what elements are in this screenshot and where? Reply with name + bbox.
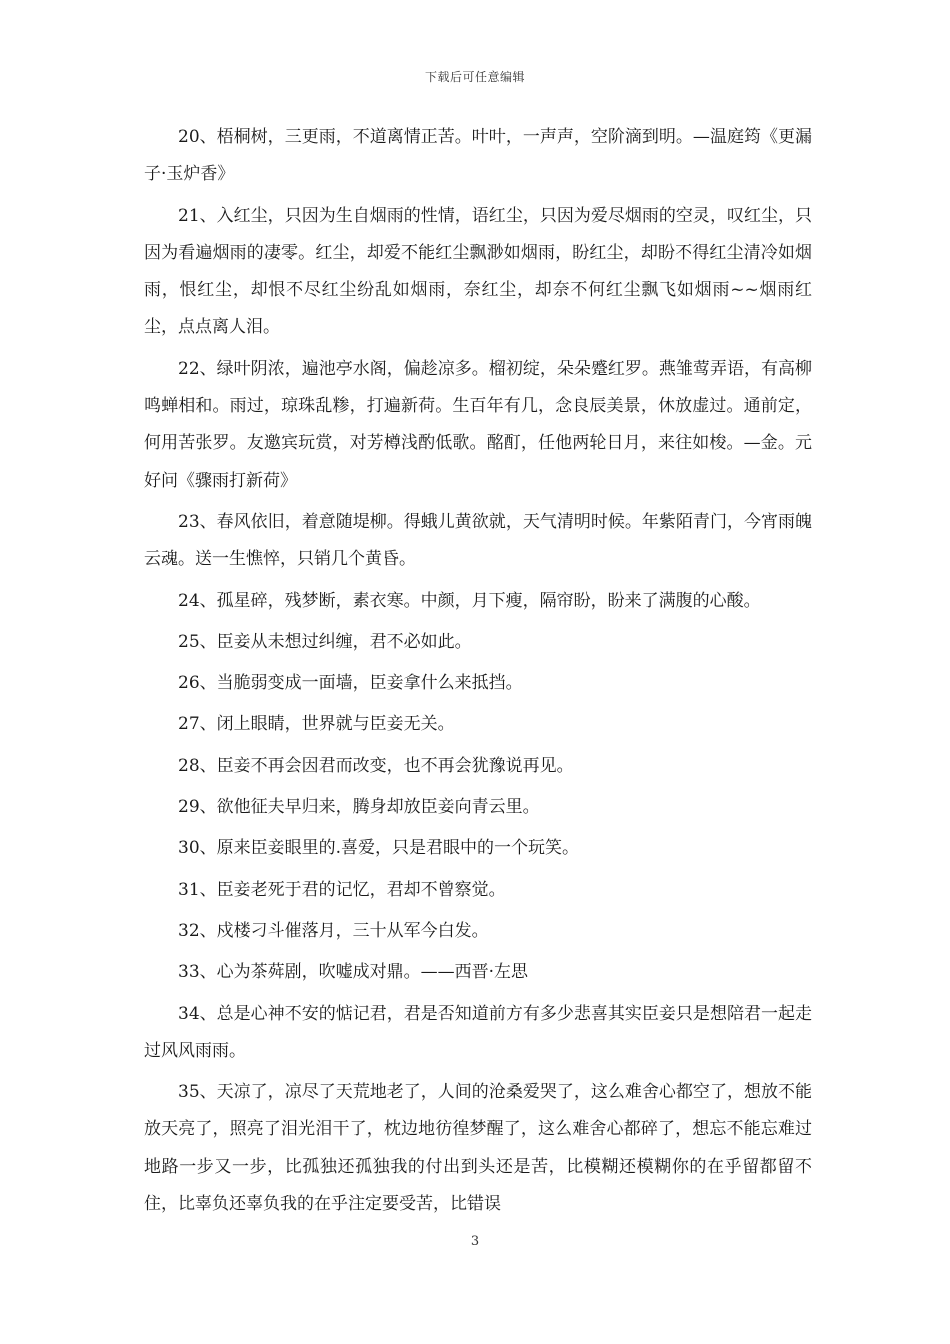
paragraph-27: 27、闭上眼睛，世界就与臣妾无关。 <box>178 714 455 735</box>
paragraph-20: 20、梧桐树，三更雨，不道离情正苦。叶叶，一声声，空阶滴到明。—温庭筠《更漏子·玉炉香》 <box>144 127 812 185</box>
paragraph-23: 23、春风依旧，着意随堤柳。得蛾儿黄欲就，天气清明时候。年紫陌青门，今宵雨魄云魂。送一生憔悴，只销几个黄昏。 <box>144 511 812 570</box>
paragraph-28: 28、臣妾不再会因君而改变，也不再会犹豫说再见。 <box>178 755 574 776</box>
paragraph-26: 26、当脆弱变成一面墙，臣妾拿什么来抵挡。 <box>178 673 523 694</box>
paragraph-35: 35、天凉了，凉尽了天荒地老了，人间的沧桑爱哭了，这么难舍心都空了，想放不能放天亮了，照亮了泪光泪干了，枕边地彷徨梦醒了，这么难舍心都碎了，想忘不能忘难过地路一步又一步，比孤独还孤独我的付出到头还是苦，比模糊还模糊你的在乎留都留不住，比辜负还辜负我的在乎注定要受苦，比错误 <box>144 1082 812 1215</box>
paragraph-21: 21、入红尘，只因为生自烟雨的性情，语红尘，只因为爱尽烟雨的空灵，叹红尘，只因为看遍烟雨的凄零。红尘，却爱不能红尘飘渺如烟雨，盼红尘，却盼不得红尘清冷如烟雨，恨红尘，却恨不尽红尘纷乱如烟雨，奈红尘，却奈不何红尘飘飞如烟雨~~烟雨红尘，点点离人泪。 <box>144 205 812 338</box>
paragraph-22: 22、绿叶阴浓，遍池亭水阁，偏趁凉多。榴初绽，朵朵蹙红罗。燕雏莺弄语，有高柳鸣蝉相和。雨过，琼珠乱糁，打遍新荷。生百年有几，念良辰美景，休放虚过。通前定，何用苦张罗。友邀宾玩赏，对芳樽浅酌低歌。酩酊，任他两轮日月，来往如梭。—金。元好问《骤雨打新荷》 <box>144 358 812 491</box>
page-number: 3 <box>470 1234 480 1249</box>
page-header: 下载后可任意编辑 <box>424 70 525 84</box>
paragraph-30: 30、原来臣妾眼里的.喜爱，只是君眼中的一个玩笑。 <box>178 838 580 859</box>
paragraph-33: 33、心为茶荈剧，吹嘘成对鼎。——西晋·左思 <box>178 962 529 983</box>
paragraph-24: 24、孤星碎，残梦断，素衣寒。中颜，月下瘦，隔帘盼，盼来了满腹的心酸。 <box>178 590 761 611</box>
paragraph-34: 34、总是心神不安的惦记君，君是否知道前方有多少悲喜其实臣妾只是想陪君一起走过风风雨雨。 <box>144 1003 812 1061</box>
paragraph-25: 25、臣妾从未想过纠缠，君不必如此。 <box>178 631 472 652</box>
paragraph-32: 32、戍楼刁斗催落月，三十从军今白发。 <box>178 920 489 941</box>
document-body <box>144 119 812 1227</box>
paragraph-29: 29、欲他征夫早归来，腾身却放臣妾向青云里。 <box>178 797 540 818</box>
paragraph-31: 31、臣妾老死于君的记忆，君却不曾察觉。 <box>178 879 506 900</box>
